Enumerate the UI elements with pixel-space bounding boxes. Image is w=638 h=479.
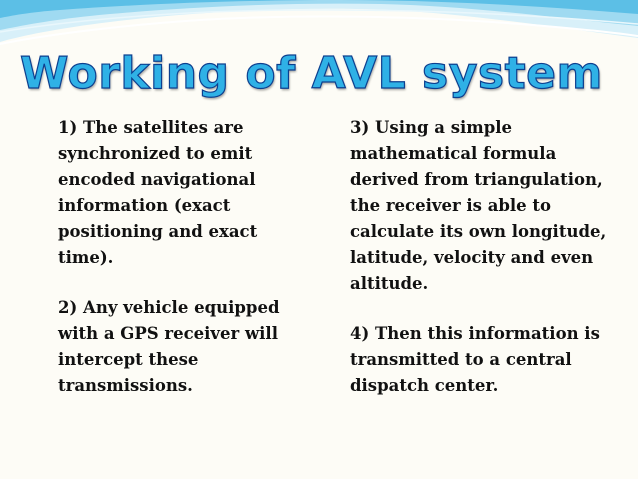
point-4-text: 4) Then this information is transmitted to a central dispatch center.	[350, 324, 600, 395]
right-column	[350, 115, 622, 399]
point-3-text: 3) Using a simple mathematical formula derived from triangulation, the receiver is able to calculate its own longitude, latitude, velocity and even altitude.	[350, 118, 607, 293]
point-2-text: 2) Any vehicle equipped with a GPS receiver will intercept these transmissions.	[58, 298, 280, 395]
slide-title: Working of AVL system	[20, 48, 603, 99]
point-1-text: 1) The satellites are synchronized to emit encoded navigational information (exact positioning and exact time).	[58, 118, 258, 267]
left-column	[58, 115, 318, 399]
